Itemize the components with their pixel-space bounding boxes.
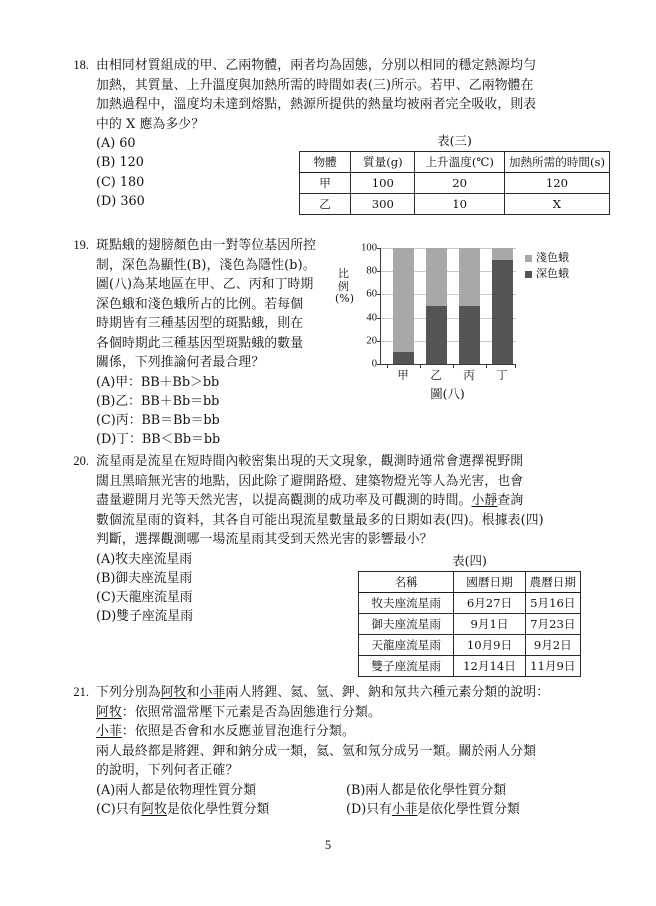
question-21-option-d[interactable]: (D)只有小菲是依化學性質分類 [346,801,520,817]
table-three-cell: X [504,194,609,215]
table-three-cell: 20 [415,173,504,194]
table-four-header-cell: 名稱 [359,572,454,593]
person-name-xiaojing: 小靜 [471,493,498,508]
chart-legend-label: 淺色蛾 [536,251,569,264]
question-21-body [96,683,615,819]
question-18-option-b[interactable]: (B) 120 [96,155,144,171]
chart-x-tick-label: 丁 [496,369,508,382]
chart-y-axis-label-char: (%) [335,292,355,305]
table-four-header-cell: 農曆日期 [525,572,580,593]
chart-y-tickmark [377,248,381,249]
question-20-option-b[interactable]: (B)御夫座流星雨 [96,570,193,586]
table-row-header [300,152,610,173]
chart-legend-item-dark [525,266,569,282]
question-19-line: 時期皆有三種基因型的斑點蛾，則在 [96,316,304,331]
person-name-amu: 阿牧 [141,801,167,817]
table-three-cell: 甲 [300,173,351,194]
table-three-cell: 10 [415,194,504,215]
chart-plot-area [361,242,516,382]
chart-bar-jia [393,248,414,364]
chart-bar-yi [426,248,447,364]
figure-eight-caption: 圖(八) [430,386,465,401]
table-four-cell: 7月23日 [525,614,580,635]
question-18-option-d[interactable]: (D) 360 [96,193,145,209]
chart-y-tickmark [377,294,381,295]
chart-legend [525,250,569,282]
question-18-option-c[interactable]: (C) 180 [96,174,145,190]
table-four-caption: 表(四) [452,553,487,568]
person-name-amu: 阿牧 [96,704,122,720]
chart-y-tickmark [377,318,381,319]
table-row-header [359,572,581,593]
table-three-cell: 100 [351,173,415,194]
chart-y-tick-label: 20 [366,335,377,347]
table-three-header-cell: 物體 [300,152,351,173]
table-row [359,656,581,677]
question-18-line: 加熱，其質量、上升溫度與加熱所需的時間如表(三)所示。若甲、乙兩物體在 [96,77,534,93]
chart-y-tick-label: 60 [366,288,377,300]
table-three-header-cell: 加熱所需的時間(s) [504,152,609,173]
question-19-line: 斑點蛾的翅膀顏色由一對等位基因所控 [96,238,317,253]
question-21-options-row [96,800,615,819]
table-row [300,194,610,215]
question-19-line: 各個時期此三種基因型斑點蛾的數量 [96,335,304,351]
table-row [359,593,581,614]
table-three [299,151,610,215]
question-18-line: 由相同材質組成的甲、乙兩物體，兩者均為固態，分別以相同的穩定熱源均勻 [96,58,537,73]
question-21-option-c[interactable]: (C)只有阿牧是依化學性質分類 [96,801,270,817]
question-18-line: 中的 X 應為多少？ [96,116,205,132]
chart-y-tick-label: 100 [361,242,377,254]
table-four-cell: 11月9日 [525,656,580,677]
question-20-line: 盡量避開月光等天然光害，以提高觀測的成功率及可觀測的時間。小靜查詢 [96,493,524,508]
question-20-number: 20. [73,454,89,468]
chart-y-tickmark [377,341,381,342]
table-three-header-cell: 質量(g) [351,152,415,173]
table-three-header-cell: 上升溫度(℃) [415,152,504,173]
person-name-amu: 阿牧 [160,685,187,700]
table-four-cell: 御夫座流星雨 [359,614,454,635]
question-18-line: 加熱過程中，溫度均未達到熔點，熱源所提供的熱量均被兩者完全吸收，則表 [96,97,537,112]
moth-ratio-chart [333,240,581,401]
question-20-option-c[interactable]: (C)天龍座流星雨 [96,590,193,606]
chart-legend-item-light [525,250,569,266]
chart-x-tickmark [515,364,516,368]
question-21-line: 小菲：依照是否會和水反應並冒泡進行分類。 [96,724,355,739]
question-20-line: 判斷，選擇觀測哪一場流星雨其受到天然光害的影響最小？ [96,532,433,547]
question-21-line: 下列分別為阿牧和小菲兩人將鋰、氦、氫、鉀、鈉和氖共六種元素分類的說明： [96,685,550,700]
table-four-cell: 6月27日 [454,593,525,614]
question-21 [70,683,615,819]
chart-bar-segment-dark [426,306,447,364]
chart-bar-segment-light [393,248,414,352]
table-four-cell: 天龍座流星雨 [359,635,454,656]
chart-bar-bing [459,248,480,364]
table-three-caption: 表(三) [437,133,472,148]
table-four-cell: 牧夫座流星雨 [359,593,454,614]
table-four-cell: 12月14日 [454,656,525,677]
question-21-line: 的說明，下列何者正確？ [96,763,239,778]
chart-y-tick-label: 40 [366,312,377,324]
chart-y-axis-label [335,267,355,306]
question-19-body [96,236,332,450]
question-19 [70,236,332,450]
question-19-line: 關係，下列推論何者最合理？ [96,355,265,370]
table-four-cell: 9月2日 [525,635,580,656]
chart-y-tick-label: 80 [366,265,377,277]
person-name-xiaofei: 小菲 [391,801,418,817]
question-20-line: 闊且黑暗無光害的地點，因此除了避開路燈、建築物燈光等人為光害，也會 [96,473,524,489]
person-name-xiaofei: 小菲 [199,685,226,700]
question-19-option-d[interactable]: (D)丁：BB＜Bb＝bb [96,432,221,448]
question-20-line: 數個流星雨的資料，其各自可能出現流星數量最多的日期如表(四)。根據表(四) [96,512,544,528]
question-20-option-a[interactable]: (A)牧夫座流星雨 [96,551,193,567]
chart-bar-segment-dark [492,260,513,364]
question-21-options-row [96,781,615,800]
chart-legend-label: 深色蛾 [536,267,569,280]
chart-bar-segment-light [492,248,513,260]
page-number: 5 [324,838,332,852]
chart-x-tick-label: 甲 [397,369,409,382]
question-21-number: 21. [73,685,89,699]
legend-swatch-light-icon [525,255,532,262]
chart-y-axis-label-char: 比 [338,267,349,280]
table-row [300,173,610,194]
table-four-cell: 10月9日 [454,635,525,656]
chart-x-tickmark [420,364,421,368]
person-name-xiaofei: 小菲 [96,724,122,739]
question-20-option-d[interactable]: (D)雙子座流星雨 [96,609,194,625]
question-19-option-c[interactable]: (C)丙：BB＝Bb＝bb [96,413,220,429]
table-three-cell: 120 [504,173,609,194]
table-three-cell: 300 [351,194,415,215]
table-three-wrap [299,133,610,215]
table-four-cell: 5月16日 [525,593,580,614]
table-row [359,614,581,635]
question-18-option-a[interactable]: (A) 60 [96,136,136,151]
chart-y-axis-label-char: 例 [338,279,349,293]
chart-y-tick-label: 0 [371,358,377,370]
chart-bar-segment-dark [459,306,480,364]
question-19-option-b[interactable]: (B)乙：BB＋Bb＝bb [96,393,220,409]
table-four-cell: 雙子座流星雨 [359,656,454,677]
chart-x-tickmark [387,364,388,368]
table-three-cell: 乙 [300,194,351,215]
question-21-line: 兩人最終都是將鋰、鉀和鈉分成一類，氦、氫和氖分成另一類。關於兩人分類 [96,743,537,759]
question-20-line: 流星雨是流星在短時間內較密集出現的天文現象，觀測時通常會選擇視野開 [96,454,524,469]
chart-x-tick-label: 乙 [430,369,442,382]
chart-bar-segment-dark [393,352,414,364]
table-four-header-cell: 國曆日期 [454,572,525,593]
table-row [359,635,581,656]
question-19-number: 19. [73,238,89,252]
question-21-option-b[interactable]: (B)兩人都是依化學性質分類 [346,782,507,798]
question-21-line: 阿牧：依照常溫常壓下元素是否為固態進行分類。 [96,704,381,720]
question-18-number: 18. [73,58,89,72]
chart-bar-ding [492,248,513,364]
question-19-option-a[interactable]: (A)甲：BB＋Bb＞bb [96,374,220,390]
chart-x-tickmark [453,364,454,368]
table-four [358,571,581,677]
legend-swatch-dark-icon [525,271,532,278]
chart-y-tickmark [377,271,381,272]
question-21-option-a[interactable]: (A)兩人都是依物理性質分類 [96,782,256,798]
chart-x-tick-label: 丙 [463,369,475,382]
question-19-line: 制，深色為顯性(B)，淺色為隱性(b)。 [96,257,316,273]
question-19-line: 圖(八)為某地區在甲、乙、丙和丁時期 [96,277,314,292]
chart-x-tickmark [486,364,487,368]
chart-y-tickmark [377,364,381,365]
figure-eight-wrap [333,240,581,401]
table-four-wrap [358,553,581,677]
table-four-cell: 9月1日 [454,614,525,635]
question-19-line: 深色蛾和淺色蛾所占的比例。若每個 [96,296,304,312]
chart-bar-segment-light [459,248,480,306]
chart-bar-segment-light [426,248,447,306]
